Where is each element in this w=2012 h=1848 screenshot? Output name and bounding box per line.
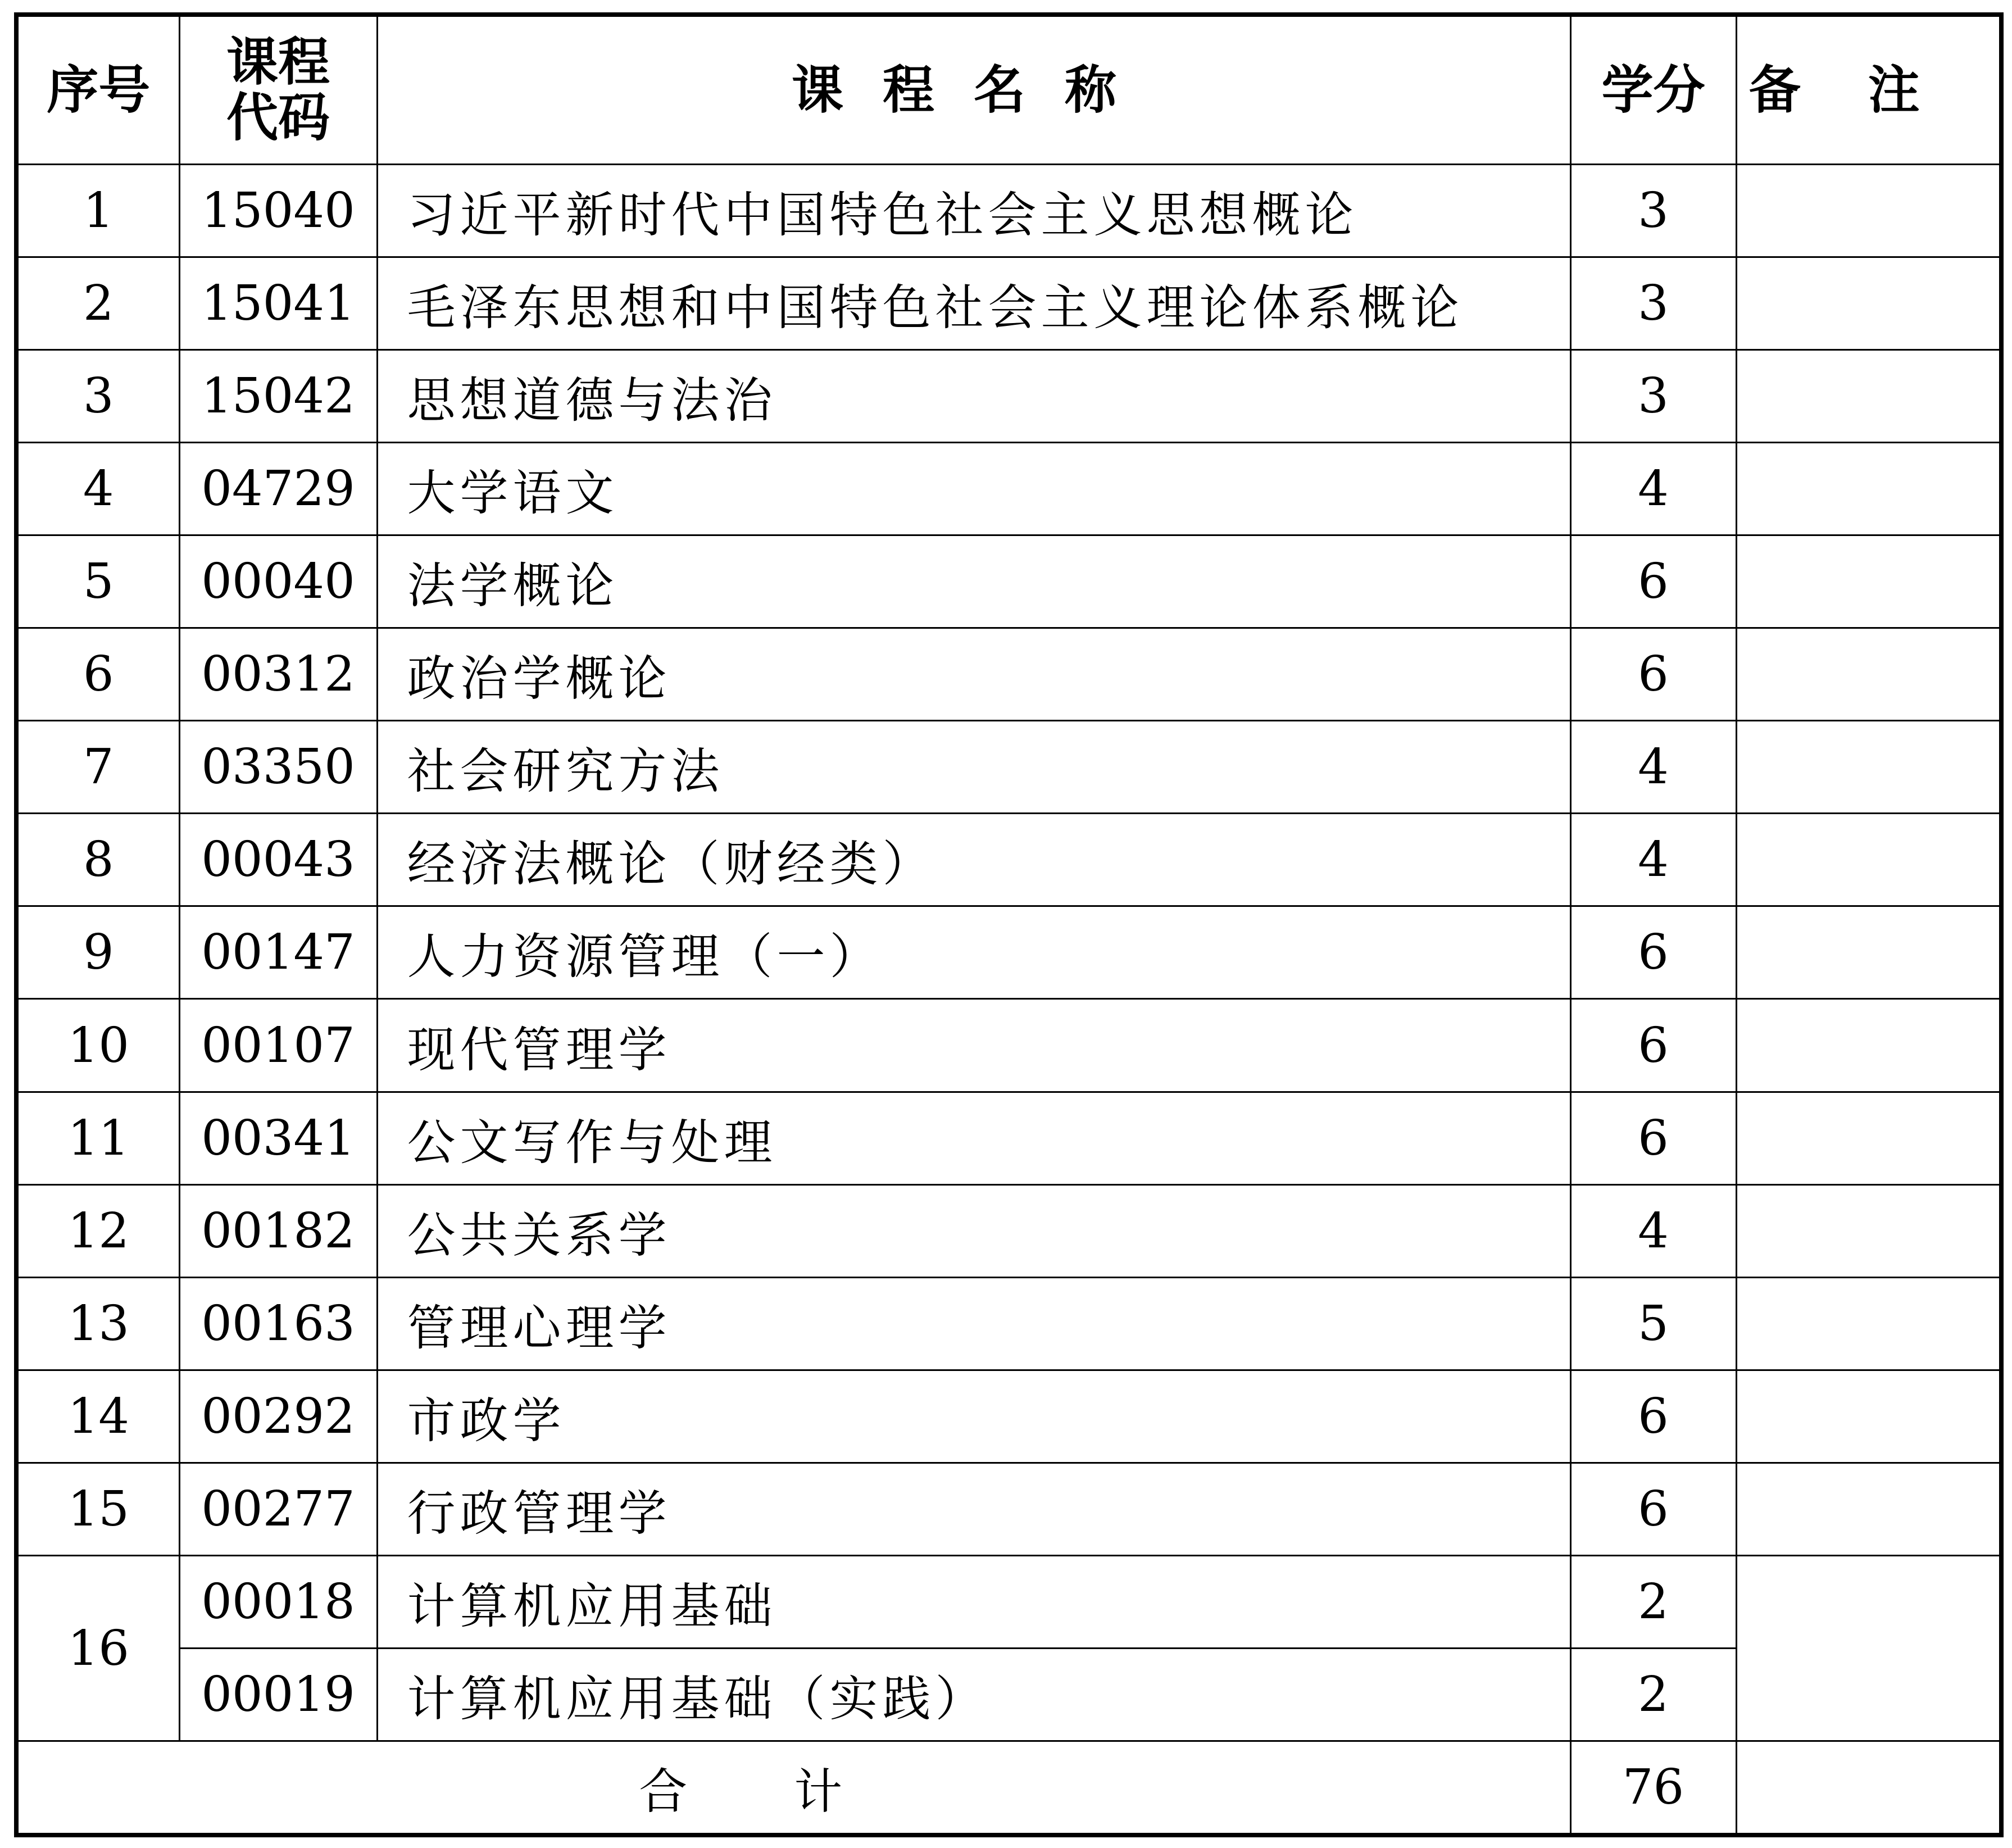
cell-seq: 8 xyxy=(16,814,179,906)
cell-seq: 15 xyxy=(16,1463,179,1556)
cell-code: 00043 xyxy=(179,814,377,906)
cell-note xyxy=(1736,906,2001,999)
table-row xyxy=(16,999,2001,1092)
total-credit: 76 xyxy=(1570,1741,1736,1835)
table-row xyxy=(16,442,2001,535)
table-row xyxy=(16,906,2001,999)
cell-name: 管理心理学 xyxy=(377,1277,1570,1370)
cell-note xyxy=(1736,1370,2001,1463)
cell-name: 政治学概论 xyxy=(377,628,1570,721)
cell-credit: 6 xyxy=(1570,906,1736,999)
cell-note xyxy=(1736,349,2001,442)
cell-name: 计算机应用基础（实践） xyxy=(377,1649,1570,1741)
total-note xyxy=(1736,1741,2001,1835)
cell-code: 15041 xyxy=(179,257,377,349)
cell-name: 公共关系学 xyxy=(377,1184,1570,1277)
header-note: 备注 xyxy=(1736,15,2001,164)
cell-note xyxy=(1736,628,2001,721)
cell-credit: 4 xyxy=(1570,1184,1736,1277)
cell-credit: 6 xyxy=(1570,1092,1736,1184)
cell-name: 社会研究方法 xyxy=(377,721,1570,814)
total-label: 合计 xyxy=(16,1741,1570,1835)
cell-name: 思想道德与法治 xyxy=(377,349,1570,442)
cell-note xyxy=(1736,535,2001,628)
cell-code: 00040 xyxy=(179,535,377,628)
cell-note xyxy=(1736,814,2001,906)
cell-note xyxy=(1736,164,2001,257)
cell-seq: 10 xyxy=(16,999,179,1092)
cell-note xyxy=(1736,999,2001,1092)
table-row xyxy=(16,1370,2001,1463)
cell-code: 00107 xyxy=(179,999,377,1092)
cell-credit: 6 xyxy=(1570,1370,1736,1463)
table-row xyxy=(16,1649,2001,1741)
cell-seq: 9 xyxy=(16,906,179,999)
cell-note xyxy=(1736,257,2001,349)
header-code xyxy=(179,15,377,164)
cell-name: 市政学 xyxy=(377,1370,1570,1463)
cell-code: 00182 xyxy=(179,1184,377,1277)
cell-credit: 6 xyxy=(1570,1463,1736,1556)
table-row xyxy=(16,349,2001,442)
cell-seq: 2 xyxy=(16,257,179,349)
cell-seq: 6 xyxy=(16,628,179,721)
header-row xyxy=(16,15,2001,164)
table-row xyxy=(16,257,2001,349)
cell-code: 00163 xyxy=(179,1277,377,1370)
cell-note xyxy=(1736,1277,2001,1370)
cell-code: 00312 xyxy=(179,628,377,721)
cell-name: 经济法概论（财经类） xyxy=(377,814,1570,906)
header-name: 课程名称 xyxy=(377,15,1570,164)
cell-seq: 13 xyxy=(16,1277,179,1370)
cell-name: 人力资源管理（一） xyxy=(377,906,1570,999)
cell-credit: 3 xyxy=(1570,257,1736,349)
cell-code: 00341 xyxy=(179,1092,377,1184)
cell-name: 公文写作与处理 xyxy=(377,1092,1570,1184)
cell-note xyxy=(1736,1092,2001,1184)
cell-credit: 4 xyxy=(1570,721,1736,814)
cell-credit: 6 xyxy=(1570,999,1736,1092)
cell-note xyxy=(1736,721,2001,814)
table-row xyxy=(16,814,2001,906)
cell-note xyxy=(1736,1556,2001,1741)
table-row xyxy=(16,1463,2001,1556)
cell-seq: 5 xyxy=(16,535,179,628)
cell-seq: 4 xyxy=(16,442,179,535)
cell-seq: 14 xyxy=(16,1370,179,1463)
table-row xyxy=(16,1092,2001,1184)
cell-name: 计算机应用基础 xyxy=(377,1556,1570,1649)
cell-seq: 11 xyxy=(16,1092,179,1184)
cell-code: 04729 xyxy=(179,442,377,535)
cell-note xyxy=(1736,442,2001,535)
cell-name: 习近平新时代中国特色社会主义思想概论 xyxy=(377,164,1570,257)
cell-credit: 4 xyxy=(1570,442,1736,535)
cell-code: 00277 xyxy=(179,1463,377,1556)
cell-credit: 2 xyxy=(1570,1556,1736,1649)
cell-seq: 12 xyxy=(16,1184,179,1277)
cell-seq: 7 xyxy=(16,721,179,814)
table-row xyxy=(16,628,2001,721)
table-row xyxy=(16,1556,2001,1649)
table-row xyxy=(16,1184,2001,1277)
header-seq: 序号 xyxy=(16,15,179,164)
header-code-label: 课程 代码 xyxy=(226,31,330,148)
course-table xyxy=(14,12,2004,1837)
cell-credit: 2 xyxy=(1570,1649,1736,1741)
header-credit: 学分 xyxy=(1570,15,1736,164)
cell-credit: 5 xyxy=(1570,1277,1736,1370)
table-row xyxy=(16,1277,2001,1370)
cell-name: 行政管理学 xyxy=(377,1463,1570,1556)
cell-credit: 3 xyxy=(1570,164,1736,257)
table-row xyxy=(16,535,2001,628)
cell-note xyxy=(1736,1463,2001,1556)
cell-credit: 4 xyxy=(1570,814,1736,906)
cell-code: 03350 xyxy=(179,721,377,814)
cell-name: 毛泽东思想和中国特色社会主义理论体系概论 xyxy=(377,257,1570,349)
cell-code: 15040 xyxy=(179,164,377,257)
cell-seq: 16 xyxy=(16,1556,179,1741)
cell-credit: 6 xyxy=(1570,628,1736,721)
table-row xyxy=(16,721,2001,814)
cell-seq: 3 xyxy=(16,349,179,442)
cell-code: 15042 xyxy=(179,349,377,442)
total-row xyxy=(16,1741,2001,1835)
cell-code: 00147 xyxy=(179,906,377,999)
cell-seq: 1 xyxy=(16,164,179,257)
cell-note xyxy=(1736,1184,2001,1277)
cell-credit: 6 xyxy=(1570,535,1736,628)
cell-code: 00018 xyxy=(179,1556,377,1649)
cell-code: 00292 xyxy=(179,1370,377,1463)
cell-name: 法学概论 xyxy=(377,535,1570,628)
cell-name: 大学语文 xyxy=(377,442,1570,535)
cell-code: 00019 xyxy=(179,1649,377,1741)
table-row xyxy=(16,164,2001,257)
cell-credit: 3 xyxy=(1570,349,1736,442)
cell-name: 现代管理学 xyxy=(377,999,1570,1092)
